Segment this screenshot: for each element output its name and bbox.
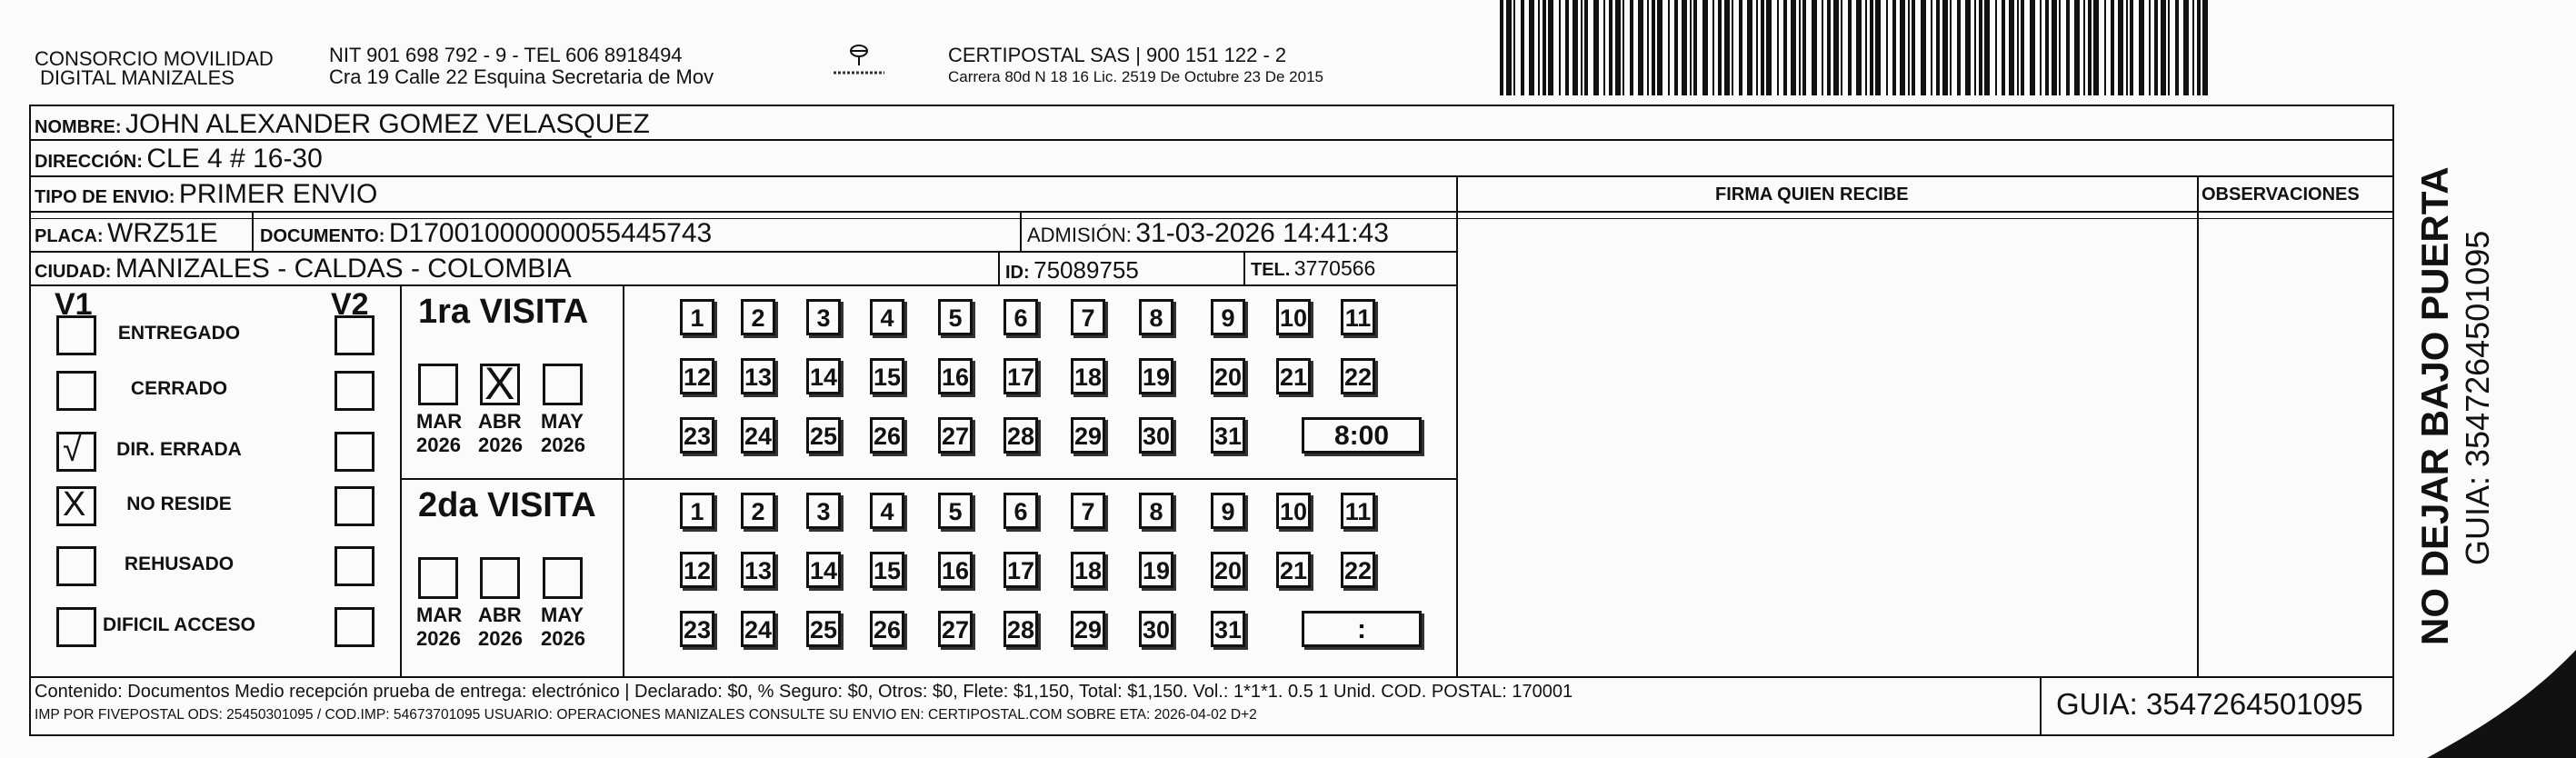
barcode-bar (2111, 0, 2114, 95)
barcode-bar (1875, 0, 1881, 95)
barcode-bar (1965, 0, 1971, 95)
barcode-bar (1870, 0, 1873, 95)
barcode-bar (1529, 0, 1534, 95)
year-label: 2026 (478, 434, 523, 456)
barcode-bar (1584, 0, 1588, 95)
day-cell[interactable]: 22 (1341, 358, 1375, 394)
month-label: ABR (478, 410, 522, 433)
year-label: 2026 (478, 627, 523, 650)
barcode-bar (1718, 0, 1722, 95)
barcode-bar (1856, 0, 1862, 95)
day-cell[interactable]: 20 (1211, 358, 1245, 394)
nombre-value: JOHN ALEXANDER GOMEZ VELASQUEZ (125, 109, 650, 139)
v2-checkbox[interactable] (334, 486, 374, 526)
status-label-cerrado: CERRADO (130, 378, 228, 399)
nombre-row (35, 109, 650, 140)
day-cell[interactable]: 23 (680, 611, 714, 647)
v1-check-mark: √ (63, 431, 82, 469)
barcode-bar (1995, 0, 1997, 95)
day-cell[interactable]: 1 (680, 299, 714, 335)
barcode-bar (1521, 0, 1524, 95)
placa-label: PLACA: (35, 226, 104, 246)
placa-value: WRZ51E (107, 218, 218, 248)
barcode-bar (2002, 0, 2005, 95)
barcode-bar (2149, 0, 2151, 95)
barcode-bar (1609, 0, 1612, 95)
barcode-bar (1647, 0, 1649, 95)
barcode-bar (1886, 0, 1888, 95)
direccion-value: CLE 4 # 16-30 (146, 144, 323, 174)
barcode-bar (1739, 0, 1742, 95)
day-cell[interactable]: 3 (806, 493, 841, 529)
day-cell[interactable]: 26 (870, 611, 904, 647)
barcode-bar (1822, 0, 1823, 95)
day-cell[interactable]: 3 (806, 299, 841, 335)
barcode (1500, 0, 2227, 95)
v2-checkbox[interactable] (334, 371, 374, 411)
day-cell[interactable]: 28 (1003, 417, 1038, 454)
barcode-bar (2154, 0, 2158, 95)
barcode-bar (2161, 0, 2166, 95)
day-cell[interactable]: 6 (1003, 493, 1038, 529)
time-box[interactable]: : (1302, 611, 1422, 647)
month-label: MAY (541, 410, 584, 433)
day-cell[interactable]: 6 (1003, 299, 1038, 335)
month-checkbox[interactable] (418, 557, 458, 599)
barcode-bar (1942, 0, 1948, 95)
barcode-bar (1581, 0, 1583, 95)
day-cell[interactable]: 12 (680, 552, 714, 588)
v2-checkbox[interactable] (334, 607, 374, 647)
day-cell[interactable]: 5 (938, 299, 973, 335)
status-label-dir-errada: DIR. ERRADA (116, 439, 242, 460)
day-cell[interactable]: 10 (1276, 299, 1311, 335)
nombre-label: NOMBRE: (35, 117, 122, 137)
day-cell[interactable]: 30 (1139, 417, 1173, 454)
barcode-bar (1892, 0, 1896, 95)
documento-value: D17001000000055445743 (388, 218, 713, 248)
month-label: MAY (541, 603, 584, 626)
barcode-bar (1732, 0, 1733, 95)
barcode-bar (1668, 0, 1670, 95)
barcode-bar (1747, 0, 1752, 95)
day-cell[interactable]: 27 (938, 611, 973, 647)
barcode-bar (1538, 0, 1540, 95)
day-cell[interactable]: 29 (1071, 611, 1105, 647)
barcode-bar (1657, 0, 1662, 95)
barcode-bar (1593, 0, 1599, 95)
barcode-bar (1500, 0, 1503, 95)
day-cell[interactable]: 19 (1139, 358, 1173, 394)
barcode-bar (2093, 0, 2099, 95)
barcode-bar (2202, 0, 2208, 95)
day-cell[interactable]: 9 (1211, 493, 1245, 529)
barcode-bar (1827, 0, 1831, 95)
barcode-bar (2130, 0, 2133, 95)
day-cell[interactable]: 25 (806, 417, 841, 454)
footer-imp-line: IMP POR FIVEPOSTAL ODS: 25450301095 / COD.IMP: 54673701095 USUARIO: OPERACIONES MANIZALES CONSULTE SU ENVIO EN: CERTIPOSTAL.COM SOBRE ETA: 2026-04-02 D+2 (35, 707, 1257, 723)
day-cell[interactable]: 5 (938, 493, 973, 529)
barcode-bar (1984, 0, 1990, 95)
day-cell[interactable]: 15 (870, 358, 904, 394)
barcode-bar (1865, 0, 1867, 95)
day-cell[interactable]: 12 (680, 358, 714, 394)
status-label-rehusado: REHUSADO (124, 554, 235, 574)
time-box[interactable]: 8:00 (1302, 417, 1422, 454)
day-cell[interactable]: 2 (741, 493, 775, 529)
torn-edge (2409, 564, 2576, 758)
barcode-bar (1559, 0, 1561, 95)
month-checkbox[interactable] (543, 557, 583, 599)
v2-checkbox[interactable] (334, 546, 374, 586)
ciudad-label: CIUDAD: (35, 262, 112, 282)
barcode-bar (1756, 0, 1758, 95)
barcode-bar (1548, 0, 1553, 95)
footer-content-line: Contenido: Documentos Medio recepción prueba de entrega: electrónico | Declarado: $0, % Seguro: $0, Otros: $0, Flete: $1,150, Total: $1,150. Vol.: 1*1*1. 0.5 1 Unid. COD. POSTAL: 170001 (35, 682, 1573, 702)
direccion-label: DIRECCIÓN: (35, 152, 143, 172)
barcode-bar (1712, 0, 1714, 95)
observaciones-header: OBSERVACIONES (2202, 185, 2360, 204)
barcode-bar (1921, 0, 1926, 95)
barcode-bar (2045, 0, 2049, 95)
barcode-bar (1900, 0, 1905, 95)
barcode-bar (2088, 0, 2092, 95)
barcode-bar (1690, 0, 1692, 95)
day-cell[interactable]: 16 (938, 552, 973, 588)
day-cell[interactable]: 25 (806, 611, 841, 647)
day-cell[interactable]: 9 (1211, 299, 1245, 335)
barcode-bar (1908, 0, 1910, 95)
day-cell[interactable]: 11 (1341, 493, 1375, 529)
ciudad-value: MANIZALES - CALDAS - COLOMBIA (115, 254, 572, 284)
no-dejar-bajo-puerta: NO DEJAR BAJO PUERTA (2413, 166, 2456, 645)
year-label: 2026 (416, 434, 461, 456)
courier-logo (832, 40, 886, 84)
barcode-bar (1622, 0, 1624, 95)
v1-label: V1 (55, 287, 93, 322)
id-row (1005, 256, 1139, 284)
status-label-no-reside: NO RESIDE (126, 494, 232, 514)
day-cell[interactable]: 16 (938, 358, 973, 394)
day-cell[interactable]: 7 (1071, 299, 1105, 335)
day-cell[interactable]: 31 (1211, 417, 1245, 454)
status-label-entregado: ENTREGADO (117, 323, 241, 344)
documento-row (260, 218, 712, 249)
barcode-bar (1936, 0, 1940, 95)
barcode-bar (2192, 0, 2194, 95)
day-cell[interactable]: 23 (680, 417, 714, 454)
barcode-bar (2197, 0, 2201, 95)
month-checkbox[interactable] (418, 364, 458, 405)
day-cell[interactable]: 13 (741, 358, 775, 394)
tipo-envio-label: TIPO DE ENVIO: (35, 187, 175, 207)
day-cell[interactable]: 30 (1139, 611, 1173, 647)
visit-title: 1ra VISITA (418, 293, 589, 331)
barcode-bar (1912, 0, 1915, 95)
ciudad-row (35, 254, 572, 284)
barcode-bar (1693, 0, 1697, 95)
barcode-bar (1777, 0, 1779, 95)
barcode-bar (1702, 0, 1708, 95)
day-cell[interactable]: 18 (1071, 552, 1105, 588)
month-label: MAR (416, 603, 463, 626)
day-cell[interactable]: 26 (870, 417, 904, 454)
barcode-bar (1802, 0, 1806, 95)
tipo-envio-row (35, 179, 377, 210)
day-cell[interactable]: 7 (1071, 493, 1105, 529)
barcode-bar (1513, 0, 1515, 95)
barcode-bar (1615, 0, 1621, 95)
barcode-bar (2168, 0, 2170, 95)
year-label: 2026 (541, 627, 585, 650)
barcode-bar (1630, 0, 1633, 95)
barcode-bar (1761, 0, 1764, 95)
barcode-bar (2126, 0, 2128, 95)
barcode-bar (1783, 0, 1787, 95)
barcode-bar (1573, 0, 1578, 95)
day-cell[interactable]: 24 (741, 611, 775, 647)
barcode-bar (2040, 0, 2042, 95)
day-cell[interactable]: 1 (680, 493, 714, 529)
month-label: ABR (478, 603, 522, 626)
barcode-bar (2083, 0, 2085, 95)
day-cell[interactable]: 21 (1276, 358, 1311, 394)
barcode-bar (1979, 0, 1982, 95)
barcode-bar (2074, 0, 2080, 95)
barcode-bar (1950, 0, 1952, 95)
barcode-bar (1841, 0, 1842, 95)
day-cell[interactable]: 20 (1211, 552, 1245, 588)
barcode-bar (1724, 0, 1730, 95)
admision-value: 31-03-2026 14:41:43 (1135, 218, 1389, 248)
year-label: 2026 (416, 627, 461, 650)
barcode-bar (1543, 0, 1546, 95)
barcode-bar (2059, 0, 2061, 95)
day-cell[interactable]: 21 (1276, 552, 1311, 588)
barcode-bar (2052, 0, 2057, 95)
company-name-line2: DIGITAL MANIZALES (40, 66, 235, 89)
barcode-bar (2066, 0, 2070, 95)
day-cell[interactable]: 24 (741, 417, 775, 454)
day-cell[interactable]: 10 (1276, 493, 1311, 529)
v2-label: V2 (331, 287, 369, 322)
barcode-bar (2017, 0, 2019, 95)
company-nit: NIT 901 698 792 - 9 - TEL 606 8918494 (329, 44, 683, 66)
day-cell[interactable]: 18 (1071, 358, 1105, 394)
day-cell[interactable]: 4 (870, 493, 904, 529)
day-cell[interactable]: 17 (1003, 358, 1038, 394)
day-cell[interactable]: 4 (870, 299, 904, 335)
day-cell[interactable]: 22 (1341, 552, 1375, 588)
documento-label: DOCUMENTO: (260, 226, 385, 246)
admision-row (1027, 218, 1389, 249)
visit-title: 2da VISITA (418, 486, 596, 524)
footer-guia: GUIA: 3547264501095 (2056, 687, 2363, 721)
month-checkbox[interactable] (543, 364, 583, 405)
day-cell[interactable]: 8 (1139, 493, 1173, 529)
barcode-bar (2030, 0, 2035, 95)
courier-address: Carrera 80d N 18 16 Lic. 2519 De Octubre 23 De 2015 (948, 68, 1323, 85)
day-cell[interactable]: 31 (1211, 611, 1245, 647)
barcode-bar (1652, 0, 1655, 95)
barcode-bar (2175, 0, 2179, 95)
day-cell[interactable]: 11 (1341, 299, 1375, 335)
day-cell[interactable]: 2 (741, 299, 775, 335)
barcode-bar (1848, 0, 1852, 95)
month-label: MAR (416, 410, 463, 433)
v1-check-mark: X (63, 485, 86, 524)
barcode-bar (1682, 0, 1687, 95)
admision-label: ADMISIÓN: (1027, 224, 1132, 246)
firma-header: FIRMA QUIEN RECIBE (1715, 185, 1909, 204)
id-value: 75089755 (1033, 256, 1139, 284)
day-cell[interactable]: 15 (870, 552, 904, 588)
company-address: Cra 19 Calle 22 Esquina Secretaria de Mov (329, 65, 714, 88)
barcode-bar (1931, 0, 1932, 95)
id-label: ID: (1005, 263, 1030, 283)
company-name-line1: CONSORCIO MOVILIDAD (35, 47, 274, 70)
barcode-bar (1799, 0, 1801, 95)
day-cell[interactable]: 29 (1071, 417, 1105, 454)
courier-name: CERTIPOSTAL SAS | 900 151 122 - 2 (948, 44, 1287, 66)
day-cell[interactable]: 13 (741, 552, 775, 588)
tel-label: TEL. (1251, 260, 1291, 280)
barcode-bar (1791, 0, 1796, 95)
day-cell[interactable]: 17 (1003, 552, 1038, 588)
day-cell[interactable]: 28 (1003, 611, 1038, 647)
barcode-bar (1603, 0, 1605, 95)
status-label-dificil-acceso: DIFICIL ACCESO (102, 614, 255, 635)
placa-row (35, 218, 218, 249)
year-label: 2026 (541, 434, 585, 456)
tel-row (1251, 256, 1375, 281)
tipo-envio-value: PRIMER ENVIO (178, 179, 378, 209)
barcode-bar (2118, 0, 2123, 95)
day-cell[interactable]: 14 (806, 358, 841, 394)
barcode-bar (1812, 0, 1817, 95)
v2-checkbox[interactable] (334, 432, 374, 472)
barcode-bar (2183, 0, 2189, 95)
day-cell[interactable]: 19 (1139, 552, 1173, 588)
barcode-bar (2139, 0, 2144, 95)
day-cell[interactable]: 8 (1139, 299, 1173, 335)
tel-value: 3770566 (1293, 256, 1376, 280)
month-checkbox[interactable] (480, 557, 520, 599)
barcode-bar (1957, 0, 1961, 95)
v2-checkbox[interactable] (334, 315, 374, 355)
barcode-bar (1766, 0, 1772, 95)
barcode-bar (1674, 0, 1678, 95)
side-guia: GUIA: 3547264501095 (2459, 230, 2496, 565)
barcode-bar (1833, 0, 1839, 95)
barcode-bar (2009, 0, 2014, 95)
direccion-row (35, 144, 323, 175)
barcode-bar (2104, 0, 2106, 95)
barcode-bar (2021, 0, 2024, 95)
barcode-bar (1506, 0, 1512, 95)
month-check-mark: X (484, 358, 515, 409)
day-cell[interactable]: 14 (806, 552, 841, 588)
day-cell[interactable]: 27 (938, 417, 973, 454)
barcode-bar (1974, 0, 1976, 95)
barcode-bar (1638, 0, 1643, 95)
month-checkbox[interactable] (480, 358, 520, 409)
barcode-bar (1565, 0, 1569, 95)
